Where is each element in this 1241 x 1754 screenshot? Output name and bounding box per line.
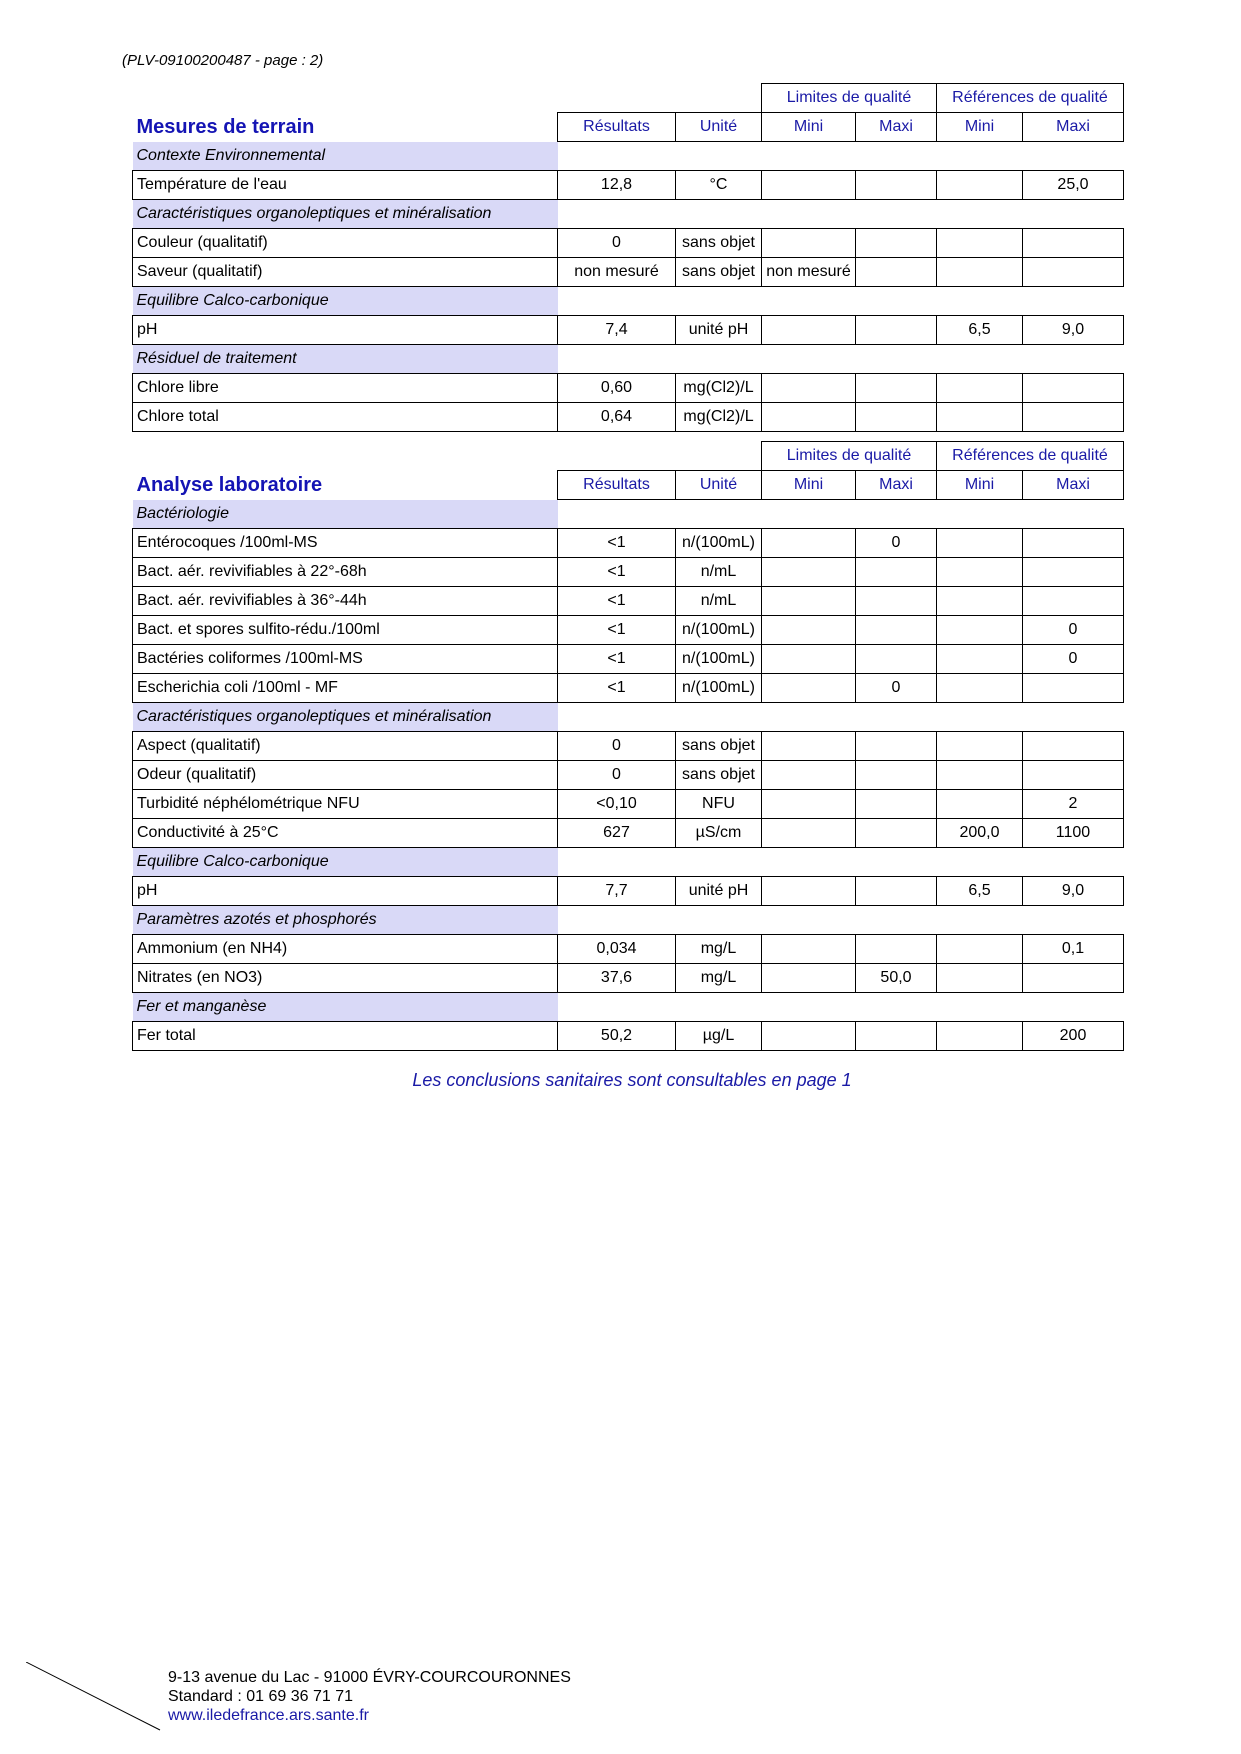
parameter-name: Température de l'eau bbox=[133, 171, 558, 200]
reference-max-value: 0,1 bbox=[1023, 935, 1124, 964]
limit-max-value: 50,0 bbox=[856, 964, 937, 993]
header-row-groups bbox=[133, 442, 1124, 471]
reference-max-value: 1100 bbox=[1023, 819, 1124, 848]
table-row bbox=[133, 171, 1124, 200]
reference-min-value bbox=[937, 403, 1023, 432]
reference-max-value bbox=[1023, 674, 1124, 703]
result-value: 37,6 bbox=[558, 964, 676, 993]
table-row bbox=[133, 645, 1124, 674]
category-row bbox=[133, 200, 1124, 229]
category-row bbox=[133, 906, 1124, 935]
category-label: Paramètres azotés et phosphorés bbox=[133, 906, 558, 935]
unit-value: unité pH bbox=[676, 877, 762, 906]
parameter-name: Saveur (qualitatif) bbox=[133, 258, 558, 287]
header-row-groups bbox=[133, 84, 1124, 113]
parameter-name: Couleur (qualitatif) bbox=[133, 229, 558, 258]
result-value: <1 bbox=[558, 674, 676, 703]
reference-min-value: 200,0 bbox=[937, 819, 1023, 848]
reference-min-value bbox=[937, 374, 1023, 403]
reference-max-value: 0 bbox=[1023, 616, 1124, 645]
limit-max-value bbox=[856, 645, 937, 674]
table-row bbox=[133, 558, 1124, 587]
reference-max-value: 0 bbox=[1023, 645, 1124, 674]
reference-min-value bbox=[937, 935, 1023, 964]
unit-value: mg/L bbox=[676, 964, 762, 993]
table-row bbox=[133, 790, 1124, 819]
category-row bbox=[133, 703, 1124, 732]
reference-min-value bbox=[937, 171, 1023, 200]
reference-max-value: 9,0 bbox=[1023, 877, 1124, 906]
reference-max-value: 25,0 bbox=[1023, 171, 1124, 200]
limit-max-value bbox=[856, 171, 937, 200]
unit-value: mg(Cl2)/L bbox=[676, 374, 762, 403]
results-header: Résultats bbox=[558, 113, 676, 142]
parameter-name: Turbidité néphélométrique NFU bbox=[133, 790, 558, 819]
table-row bbox=[133, 258, 1124, 287]
category-label: Résiduel de traitement bbox=[133, 345, 558, 374]
limit-max-value bbox=[856, 558, 937, 587]
unit-value: unité pH bbox=[676, 316, 762, 345]
result-value: <1 bbox=[558, 558, 676, 587]
reference-max-value: 200 bbox=[1023, 1022, 1124, 1051]
parameter-name: Conductivité à 25°C bbox=[133, 819, 558, 848]
footer-phone: Standard : 01 69 36 71 71 bbox=[168, 1688, 354, 1705]
unit-value: mg/L bbox=[676, 935, 762, 964]
limit-min-header: Mini bbox=[762, 471, 856, 500]
limit-min-value bbox=[762, 374, 856, 403]
limit-min-value bbox=[762, 819, 856, 848]
table-row bbox=[133, 403, 1124, 432]
reference-min-value bbox=[937, 1022, 1023, 1051]
parameter-name: Odeur (qualitatif) bbox=[133, 761, 558, 790]
parameter-name: Ammonium (en NH4) bbox=[133, 935, 558, 964]
reference-max-value bbox=[1023, 558, 1124, 587]
limit-min-value bbox=[762, 674, 856, 703]
reference-max-value bbox=[1023, 587, 1124, 616]
category-label: Fer et manganèse bbox=[133, 993, 558, 1022]
table-row bbox=[133, 616, 1124, 645]
result-value: 0 bbox=[558, 732, 676, 761]
reference-min-header: Mini bbox=[937, 113, 1023, 142]
section-title: Mesures de terrain bbox=[136, 115, 315, 138]
reference-min-value bbox=[937, 964, 1023, 993]
limit-min-value bbox=[762, 616, 856, 645]
references-header: Références de qualité bbox=[937, 84, 1124, 113]
reference-max-value bbox=[1023, 732, 1124, 761]
table-row bbox=[133, 374, 1124, 403]
result-value: <1 bbox=[558, 529, 676, 558]
parameter-name: Bact. aér. revivifiables à 22°-68h bbox=[133, 558, 558, 587]
reference-min-value bbox=[937, 529, 1023, 558]
limit-max-value bbox=[856, 935, 937, 964]
result-value: non mesuré bbox=[558, 258, 676, 287]
table-row bbox=[133, 587, 1124, 616]
limit-min-value bbox=[762, 877, 856, 906]
limit-max-value bbox=[856, 1022, 937, 1051]
limit-max-value bbox=[856, 316, 937, 345]
parameter-name: Bactéries coliformes /100ml-MS bbox=[133, 645, 558, 674]
unit-value: sans objet bbox=[676, 229, 762, 258]
reference-min-value bbox=[937, 732, 1023, 761]
unit-value: µS/cm bbox=[676, 819, 762, 848]
unit-value: mg(Cl2)/L bbox=[676, 403, 762, 432]
limit-max-value bbox=[856, 616, 937, 645]
limits-header: Limites de qualité bbox=[762, 442, 937, 471]
reference-min-value: 6,5 bbox=[937, 877, 1023, 906]
limit-min-value bbox=[762, 529, 856, 558]
reference-min-header: Mini bbox=[937, 471, 1023, 500]
unit-header: Unité bbox=[676, 471, 762, 500]
result-value: 7,7 bbox=[558, 877, 676, 906]
parameter-name: Nitrates (en NO3) bbox=[133, 964, 558, 993]
parameter-name: Fer total bbox=[133, 1022, 558, 1051]
limit-max-value bbox=[856, 790, 937, 819]
limit-min-value bbox=[762, 171, 856, 200]
table-row bbox=[133, 964, 1124, 993]
category-label: Equilibre Calco-carbonique bbox=[133, 848, 558, 877]
reference-min-value bbox=[937, 558, 1023, 587]
result-value: <1 bbox=[558, 587, 676, 616]
table-row bbox=[133, 229, 1124, 258]
result-value: <1 bbox=[558, 616, 676, 645]
table-row bbox=[133, 1022, 1124, 1051]
parameter-name: Bact. et spores sulfito-rédu./100ml bbox=[133, 616, 558, 645]
category-label: Caractéristiques organoleptiques et minéralisation bbox=[133, 703, 558, 732]
limit-max-value bbox=[856, 403, 937, 432]
unit-value: n/mL bbox=[676, 558, 762, 587]
limit-min-value bbox=[762, 935, 856, 964]
reference-max-value bbox=[1023, 374, 1124, 403]
category-row bbox=[133, 345, 1124, 374]
unit-value: NFU bbox=[676, 790, 762, 819]
category-row bbox=[133, 287, 1124, 316]
unit-value: n/(100mL) bbox=[676, 529, 762, 558]
table-row bbox=[133, 935, 1124, 964]
category-label: Caractéristiques organoleptiques et minéralisation bbox=[133, 200, 558, 229]
limits-header: Limites de qualité bbox=[762, 84, 937, 113]
unit-value: °C bbox=[676, 171, 762, 200]
reference-max-value bbox=[1023, 529, 1124, 558]
footer-address: 9-13 avenue du Lac - 91000 ÉVRY-COURCOURONNES bbox=[168, 1669, 571, 1686]
unit-value: sans objet bbox=[676, 732, 762, 761]
reference-min-value bbox=[937, 229, 1023, 258]
category-row bbox=[133, 993, 1124, 1022]
limit-max-value: 0 bbox=[856, 674, 937, 703]
reference-max-value: 2 bbox=[1023, 790, 1124, 819]
category-label: Contexte Environnemental bbox=[133, 142, 558, 171]
result-value: <1 bbox=[558, 645, 676, 674]
unit-value: sans objet bbox=[676, 258, 762, 287]
limit-max-value bbox=[856, 587, 937, 616]
limit-max-value bbox=[856, 374, 937, 403]
header-row-columns bbox=[133, 471, 1124, 500]
reference-min-value bbox=[937, 258, 1023, 287]
decorative-diagonal-line bbox=[26, 1662, 162, 1732]
table-row bbox=[133, 877, 1124, 906]
category-row bbox=[133, 848, 1124, 877]
section-title: Analyse laboratoire bbox=[136, 473, 323, 496]
table-row bbox=[133, 761, 1124, 790]
limit-min-value bbox=[762, 229, 856, 258]
reference-min-value bbox=[937, 674, 1023, 703]
limit-min-value: non mesuré bbox=[762, 258, 856, 287]
reference-min-value bbox=[937, 616, 1023, 645]
conclusion-note: Les conclusions sanitaires sont consultables en page 1 bbox=[412, 1070, 852, 1090]
result-value: 0 bbox=[558, 761, 676, 790]
reference-min-value: 6,5 bbox=[937, 316, 1023, 345]
reference-min-value bbox=[937, 761, 1023, 790]
header-row-columns bbox=[133, 113, 1124, 142]
reference-max-value bbox=[1023, 761, 1124, 790]
reference-max-value bbox=[1023, 964, 1124, 993]
limit-min-value bbox=[762, 790, 856, 819]
category-label: Bactériologie bbox=[133, 500, 558, 529]
unit-value: µg/L bbox=[676, 1022, 762, 1051]
limit-min-header: Mini bbox=[762, 113, 856, 142]
limit-max-value bbox=[856, 732, 937, 761]
reference-min-value bbox=[937, 790, 1023, 819]
result-value: <0,10 bbox=[558, 790, 676, 819]
results-header: Résultats bbox=[558, 471, 676, 500]
reference-max-header: Maxi bbox=[1023, 113, 1124, 142]
reference-min-value bbox=[937, 587, 1023, 616]
parameter-name: Chlore libre bbox=[133, 374, 558, 403]
parameter-name: Chlore total bbox=[133, 403, 558, 432]
limit-min-value bbox=[762, 645, 856, 674]
result-value: 627 bbox=[558, 819, 676, 848]
limit-max-header: Maxi bbox=[856, 113, 937, 142]
parameter-name: pH bbox=[133, 316, 558, 345]
result-value: 0 bbox=[558, 229, 676, 258]
limit-max-value bbox=[856, 761, 937, 790]
result-value: 50,2 bbox=[558, 1022, 676, 1051]
limit-max-value bbox=[856, 819, 937, 848]
parameter-name: Escherichia coli /100ml - MF bbox=[133, 674, 558, 703]
reference-min-value bbox=[937, 645, 1023, 674]
reference-max-header: Maxi bbox=[1023, 471, 1124, 500]
footer-website-link[interactable]: www.iledefrance.ars.sante.fr bbox=[168, 1707, 369, 1724]
unit-header: Unité bbox=[676, 113, 762, 142]
unit-value: n/(100mL) bbox=[676, 674, 762, 703]
limit-min-value bbox=[762, 316, 856, 345]
parameter-name: Aspect (qualitatif) bbox=[133, 732, 558, 761]
reference-max-value bbox=[1023, 258, 1124, 287]
limit-min-value bbox=[762, 587, 856, 616]
limit-max-value bbox=[856, 229, 937, 258]
parameter-name: Bact. aér. revivifiables à 36°-44h bbox=[133, 587, 558, 616]
category-row bbox=[133, 500, 1124, 529]
limit-max-value bbox=[856, 258, 937, 287]
category-label: Equilibre Calco-carbonique bbox=[133, 287, 558, 316]
limit-min-value bbox=[762, 732, 856, 761]
unit-value: n/(100mL) bbox=[676, 616, 762, 645]
reference-max-value bbox=[1023, 229, 1124, 258]
category-row bbox=[133, 142, 1124, 171]
parameter-name: Entérocoques /100ml-MS bbox=[133, 529, 558, 558]
table-row bbox=[133, 529, 1124, 558]
result-value: 7,4 bbox=[558, 316, 676, 345]
limit-min-value bbox=[762, 761, 856, 790]
parameter-name: pH bbox=[133, 877, 558, 906]
limit-min-value bbox=[762, 964, 856, 993]
unit-value: n/(100mL) bbox=[676, 645, 762, 674]
limit-min-value bbox=[762, 403, 856, 432]
limit-max-value: 0 bbox=[856, 529, 937, 558]
result-value: 0,034 bbox=[558, 935, 676, 964]
table-row bbox=[133, 819, 1124, 848]
footer bbox=[168, 1668, 571, 1725]
unit-value: sans objet bbox=[676, 761, 762, 790]
document-reference: (PLV-09100200487 - page : 2) bbox=[122, 52, 324, 69]
table-row bbox=[133, 732, 1124, 761]
table-row bbox=[133, 674, 1124, 703]
result-value: 12,8 bbox=[558, 171, 676, 200]
result-value: 0,60 bbox=[558, 374, 676, 403]
limit-min-value bbox=[762, 558, 856, 587]
references-header: Références de qualité bbox=[937, 442, 1124, 471]
reference-max-value: 9,0 bbox=[1023, 316, 1124, 345]
unit-value: n/mL bbox=[676, 587, 762, 616]
limit-max-value bbox=[856, 877, 937, 906]
reference-max-value bbox=[1023, 403, 1124, 432]
table-row bbox=[133, 316, 1124, 345]
result-value: 0,64 bbox=[558, 403, 676, 432]
limit-max-header: Maxi bbox=[856, 471, 937, 500]
limit-min-value bbox=[762, 1022, 856, 1051]
